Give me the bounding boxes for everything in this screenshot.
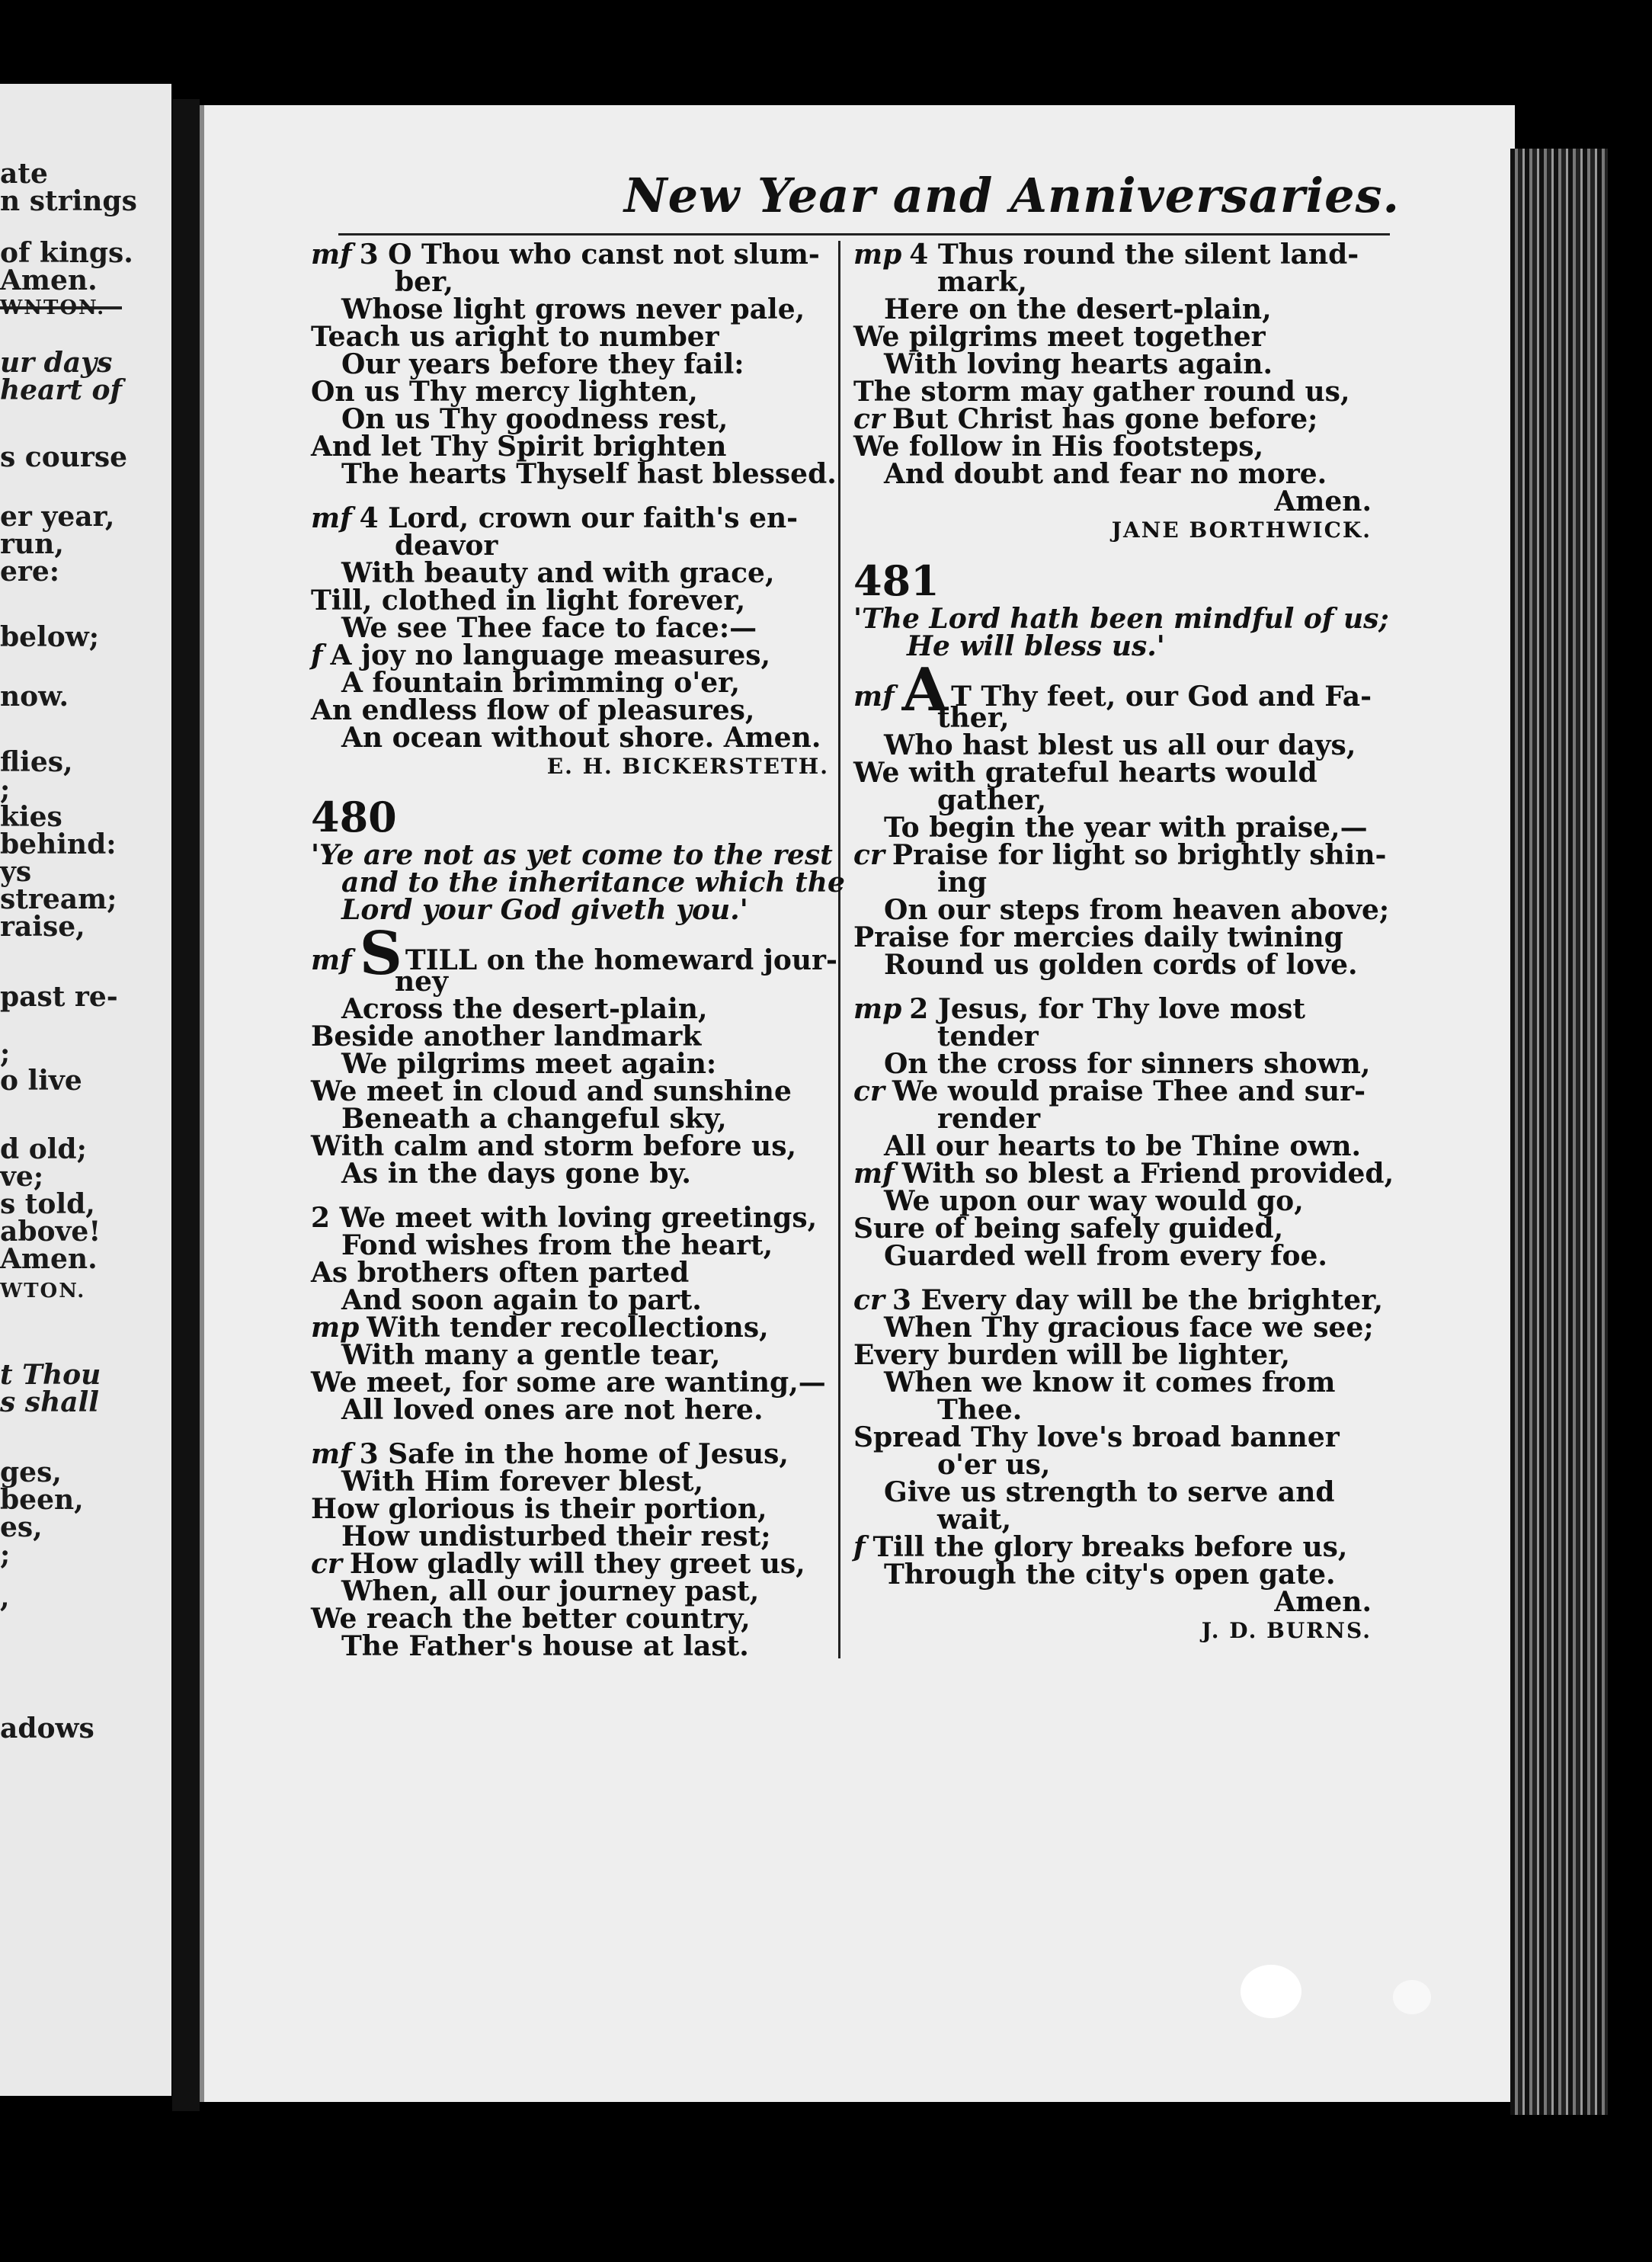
verse-text: 2 Jesus, for Thy love most bbox=[909, 993, 1306, 1025]
facing-page-fragment: past re- bbox=[0, 981, 118, 1013]
verse-text: 'Ye are not as yet come to the rest bbox=[311, 839, 833, 871]
facing-page-fragment: Amen. bbox=[0, 264, 98, 296]
verse-text: Amen. bbox=[1274, 1586, 1372, 1618]
facing-page-fragment: WNTON. bbox=[0, 296, 106, 319]
verse-line bbox=[853, 268, 1379, 296]
verse-line bbox=[311, 1550, 837, 1578]
verse-line bbox=[853, 1396, 1379, 1424]
verse-text: And soon again to part. bbox=[341, 1284, 702, 1316]
verse-text: Praise for mercies daily twining bbox=[853, 921, 1343, 953]
verse-line bbox=[853, 1366, 1379, 1399]
facing-page-fragment: s course bbox=[0, 441, 128, 473]
facing-page-fragment: ate bbox=[0, 158, 48, 190]
verse-text: o'er us, bbox=[937, 1449, 1051, 1481]
verse-text: And let Thy Spirit brighten bbox=[311, 431, 727, 463]
verse-text: When Thy gracious face we see; bbox=[884, 1312, 1374, 1344]
verse-line bbox=[311, 239, 837, 271]
verse-text: Thee. bbox=[937, 1394, 1023, 1426]
facing-page-fragment: behind: bbox=[0, 828, 117, 860]
verse-line bbox=[853, 839, 1387, 871]
verse-text: On the cross for sinners shown, bbox=[884, 1048, 1371, 1080]
drop-cap: A bbox=[901, 655, 949, 725]
drop-cap: S bbox=[359, 919, 402, 988]
verse-line bbox=[311, 348, 837, 380]
verse-line bbox=[311, 1575, 837, 1607]
facing-page-fragment: ere: bbox=[0, 556, 60, 588]
verse-line bbox=[853, 1476, 1379, 1508]
facing-page-fragment: ; bbox=[0, 1539, 11, 1571]
facing-page bbox=[0, 84, 171, 2096]
verse-line bbox=[311, 460, 837, 488]
verse-line bbox=[311, 1020, 837, 1053]
verse-text: 3 Every day will be the brighter, bbox=[892, 1284, 1384, 1316]
facing-page-fragment: , bbox=[0, 1581, 10, 1613]
verse-text: With many a gentle tear, bbox=[341, 1339, 721, 1371]
verse-text: An ocean without shore. Amen. bbox=[341, 722, 821, 754]
facing-page-fragment: es, bbox=[0, 1511, 43, 1543]
verse-line bbox=[311, 1286, 837, 1314]
verse-text: Beneath a changeful sky, bbox=[341, 1103, 727, 1135]
verse-line bbox=[311, 1050, 837, 1078]
verse-text: With tender recollections, bbox=[367, 1312, 769, 1344]
verse-text: ber, bbox=[395, 266, 453, 298]
verse-line bbox=[853, 759, 1379, 787]
verse-text: tender bbox=[937, 1020, 1039, 1053]
facing-page-fragment: t Thou bbox=[0, 1359, 101, 1391]
verse-line bbox=[311, 293, 837, 325]
verse-text: Lord your God giveth you.' bbox=[341, 894, 748, 926]
verse-line bbox=[853, 405, 1379, 433]
verse-line bbox=[853, 951, 1379, 979]
facing-page-fragment: s shall bbox=[0, 1386, 99, 1418]
verse-line bbox=[853, 239, 1379, 271]
verse-line bbox=[311, 1495, 837, 1523]
verse-text: How gladly will they greet us, bbox=[349, 1548, 805, 1580]
verse-line bbox=[311, 1520, 837, 1552]
dynamic-marking: mf bbox=[311, 944, 352, 976]
verse-line bbox=[853, 894, 1390, 926]
verse-line bbox=[311, 995, 837, 1023]
left-column bbox=[311, 239, 845, 1662]
verse-line bbox=[311, 722, 837, 754]
header-rule bbox=[338, 233, 1390, 235]
verse-line bbox=[311, 1158, 837, 1190]
facing-page-fragment: s told, bbox=[0, 1188, 95, 1220]
verse-text: ther, bbox=[937, 702, 1010, 734]
verse-text: 3 Safe in the home of Jesus, bbox=[359, 1438, 789, 1470]
verse-text: ing bbox=[937, 867, 988, 899]
facing-page-fragment: ; bbox=[0, 774, 11, 806]
facing-page-fragment: ve; bbox=[0, 1161, 44, 1193]
verse-text: A joy no language measures, bbox=[330, 639, 771, 671]
verse-text: Every burden will be lighter, bbox=[853, 1339, 1291, 1371]
facing-page-fragment: run, bbox=[0, 528, 64, 560]
verse-text: How undisturbed their rest; bbox=[341, 1520, 771, 1552]
verse-text: But Christ has gone before; bbox=[892, 403, 1318, 435]
facing-page-fragment: flies, bbox=[0, 746, 73, 778]
facing-page-fragment: been, bbox=[0, 1484, 84, 1516]
verse-text: Guarded well from every foe. bbox=[884, 1240, 1327, 1272]
verse-line bbox=[853, 729, 1379, 761]
epigraph-line bbox=[311, 867, 845, 899]
verse-line bbox=[853, 1020, 1379, 1053]
verse-line bbox=[311, 530, 837, 562]
dynamic-marking: mf bbox=[311, 502, 352, 534]
verse-text: Spread Thy love's broad banner bbox=[853, 1421, 1340, 1453]
verse-line bbox=[853, 323, 1379, 351]
verse-line bbox=[853, 812, 1379, 844]
verse-line bbox=[311, 694, 837, 726]
verse-text: Give us strength to serve and bbox=[884, 1476, 1335, 1508]
verse-line bbox=[311, 669, 837, 697]
verse-line bbox=[311, 1603, 837, 1635]
verse-text: We upon our way would go, bbox=[884, 1185, 1304, 1217]
facing-page-fragment: er year, bbox=[0, 501, 115, 533]
verse-line bbox=[311, 323, 837, 351]
facing-page-fragment: heart of bbox=[0, 374, 123, 406]
facing-page-fragment: ; bbox=[0, 1037, 11, 1069]
verse-line bbox=[311, 1312, 837, 1344]
verse-line bbox=[311, 1130, 837, 1162]
verse-text: Our years before they fail: bbox=[341, 348, 744, 380]
verse-line bbox=[311, 1396, 837, 1424]
dynamic-marking: mf bbox=[853, 681, 895, 713]
verse-line bbox=[853, 1421, 1379, 1453]
verse-line bbox=[853, 1130, 1379, 1162]
hymn-number: 481 bbox=[853, 556, 940, 605]
dynamic-marking: mp bbox=[853, 239, 902, 271]
epigraph-line bbox=[853, 603, 1389, 635]
verse-line bbox=[853, 1075, 1379, 1107]
verse-line bbox=[311, 966, 837, 998]
verse-line bbox=[853, 1213, 1379, 1245]
verse-text: How glorious is their portion, bbox=[311, 1493, 767, 1525]
dynamic-marking: mp bbox=[853, 993, 902, 1025]
verse-line bbox=[853, 704, 1379, 732]
verse-text: Beside another landmark bbox=[311, 1020, 702, 1053]
dynamic-marking: cr bbox=[311, 1548, 342, 1580]
verse-line bbox=[311, 1366, 837, 1399]
verse-text: Till the glory breaks before us, bbox=[872, 1531, 1348, 1563]
dynamic-marking: f bbox=[853, 1531, 866, 1563]
facing-page-fragment: ur days bbox=[0, 347, 113, 379]
page-edges bbox=[1510, 149, 1608, 2115]
verse-text: 4 Lord, crown our faith's en- bbox=[359, 502, 799, 534]
verse-text: 3 O Thou who canst not slum- bbox=[359, 239, 820, 271]
verse-text: On our steps from heaven above; bbox=[884, 894, 1390, 926]
verse-text: gather, bbox=[937, 784, 1047, 816]
verse-line bbox=[853, 867, 1379, 899]
verse-text: 'The Lord hath been mindful of us; bbox=[853, 603, 1389, 635]
verse-line bbox=[311, 585, 837, 617]
verse-line bbox=[853, 1284, 1384, 1316]
verse-line bbox=[853, 1187, 1379, 1215]
verse-text: The storm may gather round us, bbox=[853, 376, 1350, 408]
verse-text: ney bbox=[395, 966, 448, 998]
verse-line bbox=[853, 1341, 1379, 1369]
verse-line bbox=[311, 376, 837, 408]
verse-text: 4 Thus round the silent land- bbox=[909, 239, 1359, 271]
verse-text: We meet in cloud and sunshine bbox=[311, 1075, 792, 1107]
facing-page-fragment: Amen. bbox=[0, 1243, 98, 1275]
verse-text: We see Thee face to face:— bbox=[341, 612, 757, 644]
verse-line bbox=[853, 1105, 1379, 1133]
facing-page-fragment: n strings bbox=[0, 185, 137, 217]
verse-text: wait, bbox=[937, 1504, 1012, 1536]
verse-line bbox=[853, 348, 1379, 380]
verse-line bbox=[853, 1588, 1379, 1616]
verse-line bbox=[853, 1533, 1379, 1561]
verse-text: render bbox=[937, 1103, 1041, 1135]
verse-line bbox=[311, 1466, 837, 1498]
verse-line bbox=[311, 268, 837, 296]
verse-text: And doubt and fear no more. bbox=[884, 458, 1327, 490]
verse-text: To begin the year with praise,— bbox=[884, 812, 1368, 844]
verse-text: On us Thy goodness rest, bbox=[341, 403, 728, 435]
verse-text: and to the inheritance which the bbox=[341, 867, 845, 899]
verse-line bbox=[853, 1451, 1379, 1479]
verse-text: We would praise Thee and sur- bbox=[892, 1075, 1366, 1107]
verse-line bbox=[311, 1632, 837, 1660]
facing-page-fragment: adows bbox=[0, 1713, 94, 1745]
verse-line bbox=[853, 376, 1379, 408]
verse-text: 2 We meet with loving greetings, bbox=[311, 1202, 818, 1234]
paper-stain bbox=[1393, 1980, 1431, 2014]
hymn-author: E. H. BICKERSTETH. bbox=[546, 754, 829, 779]
book-gutter bbox=[172, 99, 200, 2111]
verse-text: Teach us aright to number bbox=[311, 321, 719, 353]
verse-text: mark, bbox=[937, 266, 1027, 298]
running-head: New Year and Anniversaries. bbox=[623, 168, 1401, 223]
verse-line bbox=[311, 559, 837, 587]
verse-text: As in the days gone by. bbox=[341, 1158, 691, 1190]
verse-line bbox=[853, 1559, 1379, 1591]
verse-text: Praise for light so brightly shin- bbox=[892, 839, 1387, 871]
facing-page-fragment: stream; bbox=[0, 883, 117, 915]
verse-line bbox=[853, 485, 1379, 517]
verse-text: All our hearts to be Thine own. bbox=[884, 1130, 1362, 1162]
verse-line bbox=[311, 405, 837, 433]
column-divider bbox=[838, 241, 840, 1658]
verse-text: Through the city's open gate. bbox=[884, 1559, 1336, 1591]
dynamic-marking: cr bbox=[853, 1075, 885, 1107]
verse-line bbox=[853, 431, 1379, 463]
hymn-number: 480 bbox=[311, 793, 397, 841]
dynamic-marking: mf bbox=[311, 1438, 352, 1470]
verse-line bbox=[311, 1204, 837, 1232]
verse-line bbox=[853, 921, 1379, 953]
dynamic-marking: mf bbox=[311, 239, 352, 271]
verse-text: With beauty and with grace, bbox=[341, 557, 775, 589]
dynamic-marking: mp bbox=[311, 1312, 360, 1344]
facing-page-fragment: o live bbox=[0, 1065, 82, 1097]
verse-line bbox=[311, 1341, 837, 1369]
verse-line bbox=[853, 1312, 1379, 1344]
verse-text: Amen. bbox=[1274, 485, 1372, 517]
verse-line bbox=[853, 784, 1379, 816]
facing-page-fragment: now. bbox=[0, 681, 69, 713]
verse-line bbox=[853, 460, 1379, 488]
verse-line bbox=[311, 1257, 837, 1289]
verse-text: The Father's house at last. bbox=[341, 1630, 749, 1662]
verse-line bbox=[853, 1050, 1379, 1078]
verse-text: We with grateful hearts would bbox=[853, 757, 1317, 789]
epigraph-line bbox=[311, 841, 837, 869]
verse-text: Fond wishes from the heart, bbox=[341, 1229, 773, 1261]
verse-line bbox=[853, 1242, 1379, 1270]
verse-text: With loving hearts again. bbox=[884, 348, 1273, 380]
dynamic-marking: cr bbox=[853, 839, 885, 871]
dynamic-marking: mf bbox=[853, 1158, 895, 1190]
hymn-author: J. D. BURNS. bbox=[1201, 1618, 1372, 1643]
facing-page-fragment: ges, bbox=[0, 1456, 62, 1488]
verse-text: We reach the better country, bbox=[311, 1603, 751, 1635]
facing-page-fragment: d old; bbox=[0, 1133, 87, 1165]
verse-text: When we know it comes from bbox=[884, 1366, 1336, 1399]
verse-text: With calm and storm before us, bbox=[311, 1130, 797, 1162]
dynamic-marking: cr bbox=[853, 1284, 885, 1316]
verse-line bbox=[311, 1075, 837, 1107]
verse-line bbox=[311, 639, 837, 671]
verse-text: With Him forever blest, bbox=[341, 1466, 703, 1498]
verse-line bbox=[853, 1158, 1394, 1190]
facing-page-fragment: WTON. bbox=[0, 1280, 86, 1302]
verse-text: We meet, for some are wanting,— bbox=[311, 1366, 826, 1399]
verse-line bbox=[311, 1229, 837, 1261]
hymn-author: JANE BORTHWICK. bbox=[1111, 517, 1372, 543]
verse-text: When, all our journey past, bbox=[341, 1575, 760, 1607]
verse-text: He will bless us.' bbox=[907, 630, 1165, 662]
right-column bbox=[853, 239, 1394, 1645]
verse-line bbox=[311, 1440, 837, 1468]
verse-text: Round us golden cords of love. bbox=[884, 949, 1358, 981]
verse-line bbox=[853, 1504, 1379, 1536]
verse-line bbox=[311, 431, 837, 463]
verse-line bbox=[311, 502, 837, 534]
facing-page-fragment: below; bbox=[0, 621, 100, 653]
verse-text: Who hast blest us all our days, bbox=[884, 729, 1356, 761]
verse-text: We follow in His footsteps, bbox=[853, 431, 1264, 463]
verse-text: A fountain brimming o'er, bbox=[341, 667, 741, 699]
paper-stain bbox=[1241, 1965, 1301, 2018]
verse-text: TILL on the homeward jour- bbox=[405, 944, 837, 976]
facing-page-fragment: above! bbox=[0, 1216, 101, 1248]
verse-text: As brothers often parted bbox=[311, 1257, 690, 1289]
verse-text: On us Thy mercy lighten, bbox=[311, 376, 698, 408]
verse-line bbox=[853, 293, 1379, 325]
verse-text: The hearts Thyself hast blessed. bbox=[341, 458, 837, 490]
verse-text: With so blest a Friend provided, bbox=[901, 1158, 1394, 1190]
dynamic-marking: f bbox=[311, 639, 323, 671]
verse-text: T Thy feet, our God and Fa- bbox=[951, 681, 1372, 713]
verse-text: Sure of being safely guided, bbox=[853, 1213, 1284, 1245]
verse-text: We pilgrims meet together bbox=[853, 321, 1266, 353]
verse-text: Till, clothed in light forever, bbox=[311, 585, 746, 617]
facing-page-fragment: ys bbox=[0, 856, 32, 888]
hymnal-page bbox=[200, 105, 1515, 2102]
facing-page-fragment: of kings. bbox=[0, 237, 133, 269]
facing-page-fragment: kies bbox=[0, 801, 62, 833]
verse-text: We pilgrims meet again: bbox=[341, 1048, 717, 1080]
verse-text: Whose light grows never pale, bbox=[341, 293, 805, 325]
verse-text: An endless flow of pleasures, bbox=[311, 694, 755, 726]
dynamic-marking: cr bbox=[853, 403, 885, 435]
verse-text: Across the desert-plain, bbox=[341, 993, 708, 1025]
facing-page-fragment: raise, bbox=[0, 911, 85, 943]
verse-line bbox=[853, 995, 1379, 1023]
verse-text: Here on the desert-plain, bbox=[884, 293, 1272, 325]
verse-text: All loved ones are not here. bbox=[341, 1394, 764, 1426]
verse-text: deavor bbox=[395, 530, 498, 562]
verse-line bbox=[311, 614, 837, 642]
verse-line bbox=[311, 1105, 837, 1133]
